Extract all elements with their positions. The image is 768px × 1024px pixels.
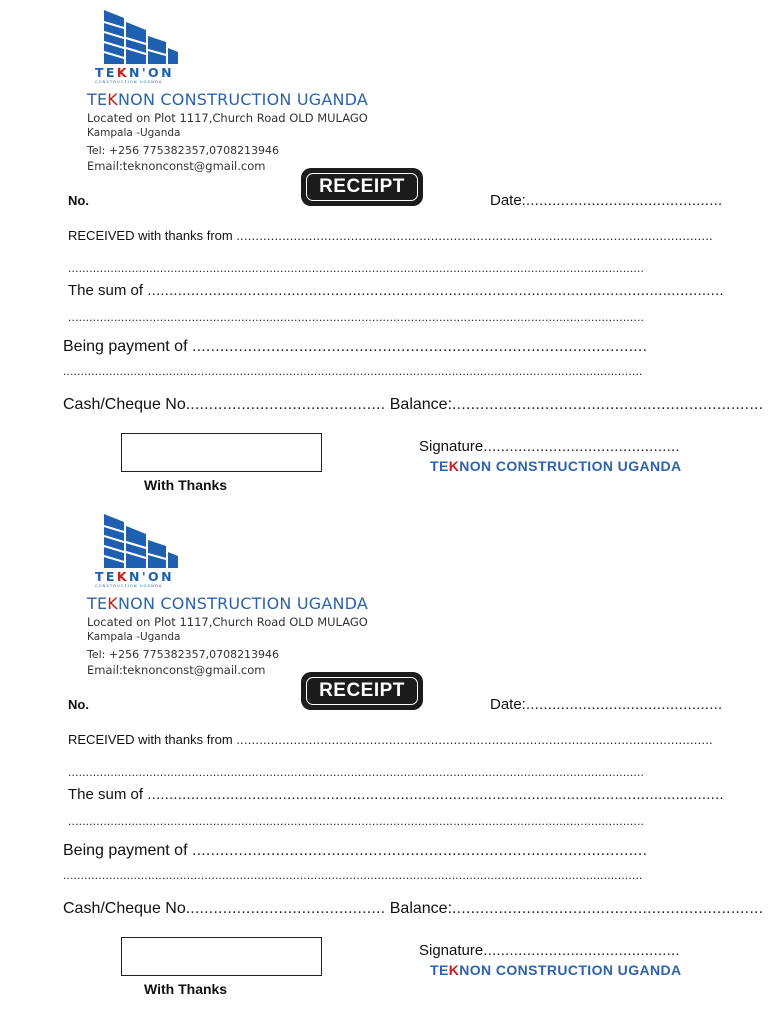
logo-subtitle: CONSTRUCTION UGANDA (95, 79, 163, 84)
address-tel: Tel: +256 775382357,0708213946 (87, 648, 280, 661)
received-from-line-2[interactable]: ................................................................................................................................................................... (68, 261, 645, 275)
cash-cheque-label: Cash/Cheque No. (63, 396, 191, 413)
receipt-1 (0, 0, 768, 504)
amount-box[interactable] (121, 937, 322, 976)
building-logo-icon (90, 512, 200, 570)
sum-field[interactable]: The sum of .................................................................................................................................... (68, 282, 724, 299)
being-payment-field[interactable]: Being payment of .................................................................................................. (63, 842, 648, 859)
being-payment-label: Being payment of (63, 338, 188, 355)
signature-label: Signature (419, 438, 484, 455)
signature-company-name: TEKNON CONSTRUCTION UGANDA (430, 458, 682, 474)
cash-cheque-balance-row[interactable]: Cash/Cheque No........................................... Balance:................................................................... (63, 396, 764, 413)
signature-label: Signature (419, 942, 484, 959)
being-payment-line-2[interactable]: .................................................................................................................................................................... (63, 364, 643, 378)
received-from-field[interactable]: RECEIVED with thanks from ............................................................................................................................. (68, 732, 713, 747)
company-name: TEKNON CONSTRUCTION UGANDA (87, 594, 369, 613)
received-from-line-2[interactable]: ................................................................................................................................................................... (68, 765, 645, 779)
sum-label: The sum of (68, 786, 144, 803)
cash-cheque-label: Cash/Cheque No. (63, 900, 191, 917)
receipt-number-label: No. (68, 193, 89, 208)
amount-box[interactable] (121, 433, 322, 472)
receipt-badge-label: RECEIPT (306, 677, 418, 705)
cash-cheque-balance-row[interactable]: Cash/Cheque No........................................... Balance:................................................................... (63, 900, 764, 917)
balance-label: Balance: (389, 396, 453, 413)
company-name: TEKNON CONSTRUCTION UGANDA (87, 90, 369, 109)
received-from-label: RECEIVED with thanks from (68, 228, 233, 243)
sum-line-2[interactable]: ................................................................................................................................................................... (68, 814, 645, 828)
address-email: Email:teknonconst@gmail.com (87, 159, 266, 173)
receipt-badge (301, 168, 423, 206)
address-line: Located on Plot 1117,Church Road OLD MULAGO (87, 111, 368, 125)
address-email: Email:teknonconst@gmail.com (87, 663, 266, 677)
logo-subtitle: CONSTRUCTION UGANDA (95, 583, 163, 588)
sum-line-2[interactable]: ................................................................................................................................................................... (68, 310, 645, 324)
received-from-field[interactable]: RECEIVED with thanks from ............................................................................................................................. (68, 228, 713, 243)
logo-wordmark: TEKN'ON (95, 569, 174, 584)
signature-field[interactable]: Signature............................................. (419, 942, 680, 959)
address-tel: Tel: +256 775382357,0708213946 (87, 144, 280, 157)
date-label: Date: (490, 696, 526, 713)
company-logo (90, 512, 200, 588)
receipt-badge-label: RECEIPT (306, 173, 418, 201)
date-field[interactable]: Date:............................................. (490, 696, 723, 713)
building-logo-icon (90, 8, 200, 66)
being-payment-field[interactable]: Being payment of .................................................................................................. (63, 338, 648, 355)
signature-company-name: TEKNON CONSTRUCTION UGANDA (430, 962, 682, 978)
receipt-number-label: No. (68, 697, 89, 712)
logo-wordmark: TEKN'ON (95, 65, 174, 80)
date-field[interactable]: Date:............................................. (490, 192, 723, 209)
company-logo (90, 8, 200, 84)
received-from-label: RECEIVED with thanks from (68, 732, 233, 747)
address-city: Kampala -Uganda (87, 631, 181, 643)
being-payment-line-2[interactable]: .................................................................................................................................................................... (63, 868, 643, 882)
signature-field[interactable]: Signature............................................. (419, 438, 680, 455)
balance-label: Balance: (389, 900, 453, 917)
date-label: Date: (490, 192, 526, 209)
receipt-2 (0, 504, 768, 1008)
being-payment-label: Being payment of (63, 842, 188, 859)
with-thanks-text: With Thanks (144, 477, 228, 493)
sum-field[interactable]: The sum of .................................................................................................................................... (68, 786, 724, 803)
receipt-badge (301, 672, 423, 710)
sum-label: The sum of (68, 282, 144, 299)
with-thanks-text: With Thanks (144, 981, 228, 997)
address-line: Located on Plot 1117,Church Road OLD MULAGO (87, 615, 368, 629)
address-city: Kampala -Uganda (87, 127, 181, 139)
